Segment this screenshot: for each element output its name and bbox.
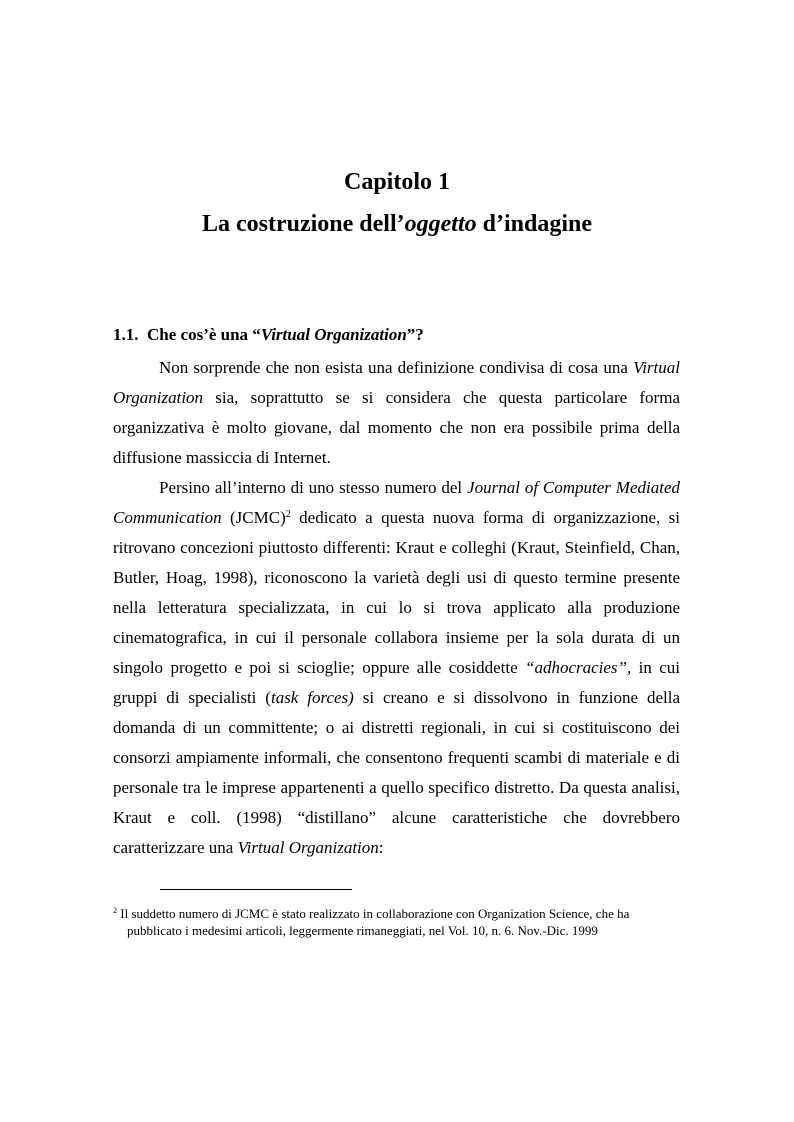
paragraph-text: Non sorprende che non esista una definizione condivisa di cosa una <box>159 358 634 377</box>
paragraph-text: in cui gruppi di specialisti ( <box>113 658 680 707</box>
journal-title-italic: Journal of Computer Mediated Communication <box>113 478 681 527</box>
footnote-number: 2 <box>113 906 117 915</box>
chapter-title <box>0 210 794 238</box>
section-number: 1.1. <box>113 325 139 344</box>
footnote-divider <box>160 889 352 890</box>
paragraph-2 <box>113 473 680 863</box>
paragraph-1 <box>113 353 680 473</box>
paragraph-text: : <box>378 838 384 857</box>
footnote-line-1 <box>113 905 680 922</box>
paragraph-text: (JCMC) <box>221 508 286 527</box>
section-heading <box>113 324 424 346</box>
footnote <box>113 905 680 939</box>
footnote-reference: 2 <box>285 509 291 520</box>
paragraph-italic: Virtual Organization <box>237 838 379 857</box>
section-title-text: Che cos’è una “ <box>147 325 261 344</box>
footnote-line-2: pubblicato i medesimi articoli, leggermente rimaneggiati, nel Vol. 10, n. 6. Nov.-Dic. 1999 <box>127 923 598 938</box>
paragraph-text: Persino all’interno di uno stesso numero del <box>159 478 468 497</box>
paragraph-italic: Virtual Organization <box>113 358 680 407</box>
section-title-italic: Virtual Organization <box>260 325 407 344</box>
paragraph-italic: task forces) <box>270 688 354 707</box>
section-title-text-end: ”? <box>406 325 424 344</box>
chapter-title-text-end: d’indagine <box>476 211 592 237</box>
footnote-text: Il suddetto numero di JCMC è stato realizzato in collaborazione con Organization Science, che ha <box>117 906 630 921</box>
paragraph-text: si creano e si dissolvono in funzione della domanda di un committente; o ai distretti regionali, in cui si costituiscono dei consorzi ampiamente informali, che consentono frequenti scambi di materiale e di personale tra le imprese appartenenti a quello specifico distretto. Da questa analisi, Kraut e coll. (1998) “distillano” alcune caratteristiche che dovrebbero caratterizzare una <box>113 688 680 857</box>
chapter-title-text: La costruzione dell’ <box>201 211 405 237</box>
paragraph-text: dedicato a questa nuova forma di organizzazione, si ritrovano concezioni piuttosto differenti: Kraut e colleghi (Kraut, Steinfield, Chan, Butler, Hoag, 1998), riconoscono la varietà degli usi di questo termine presente nella letteratura specializzata, in cui lo si trova applicato alla produzione cinematografica, in cui il personale collabora insieme per la sola durata di un singolo progetto e poi si scioglie; oppure alle cosiddette <box>113 508 680 677</box>
chapter-title-italic: oggetto <box>404 211 477 237</box>
paragraph-italic: “adhocracies”, <box>525 658 632 677</box>
paragraph-text: sia, soprattutto se si considera che questa particolare forma organizzativa è molto giovane, dal momento che non era possibile prima della diffusione massiccia di Internet. <box>113 388 680 467</box>
chapter-label: Capitolo 1 <box>343 169 450 195</box>
